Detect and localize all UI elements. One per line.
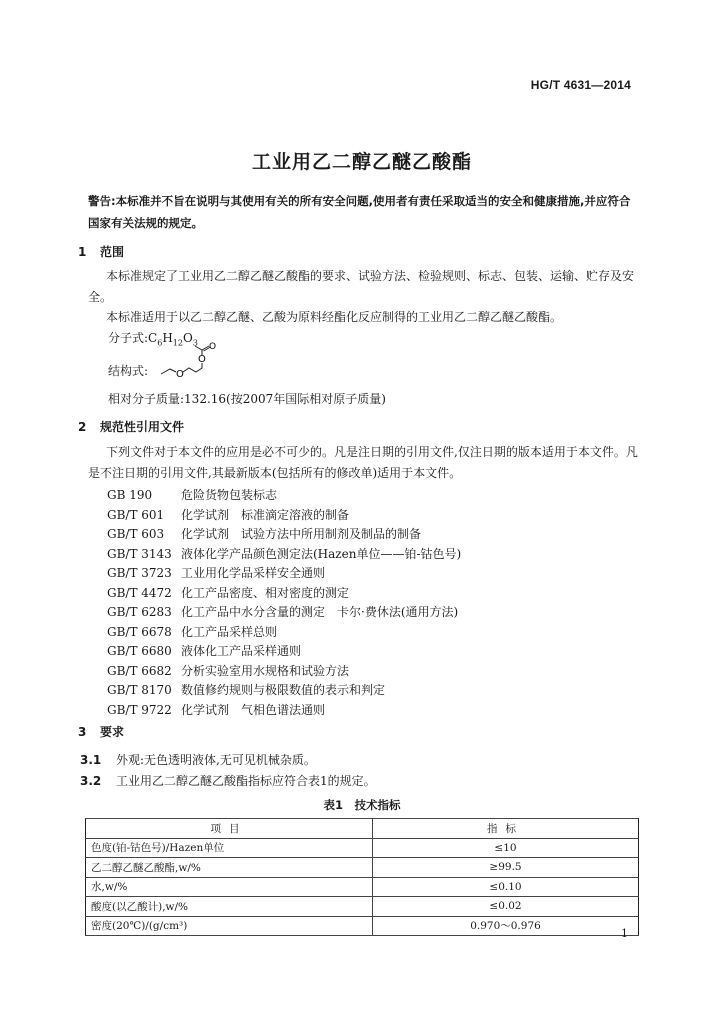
reference-title: 化工产品中水分含量的测定 卡尔·费休法(通用方法) [181,605,459,619]
table-row [86,897,639,917]
column-header-value: 指标 [373,819,639,839]
reference-title: 化学试剂 气相色谱法通则 [181,702,326,717]
warning-paragraph: 警告:本标准并不旨在说明与其使用有关的所有安全问题,使用者有责任采取适当的安全和健康措施,并应符合国家有关法规的规定。 [88,194,631,230]
item-cell: 酸度(以乙酸计),w/% [86,897,373,917]
item-cell: 水,w/% [86,877,373,897]
table-caption: 表1 技术指标 [323,798,401,812]
reference-item [107,525,461,545]
item-cell: 色度(铂-钴色号)/Hazen单位 [86,838,373,858]
section-number: 3 [78,725,87,739]
references-intro: 下列文件对于本文件的应用是必不可少的。凡是注日期的引用文件,仅注日期的版本适用于本文件。凡是不注日期的引用文件,其最新版本(包括所有的修改单)适用于本文件。 [88,445,638,480]
table-row [86,916,639,936]
reference-item [107,545,461,565]
value-cell: ≤0.02 [373,897,639,917]
reference-title: 化工产品密度、相对密度的测定 [181,585,350,600]
reference-item [107,681,461,701]
reference-title: 工业用化学品采样安全通则 [181,566,326,580]
reference-title: 化学试剂 试验方法中所用制剂及制品的制备 [181,527,422,541]
reference-title: 液体化工产品采样通则 [181,644,302,658]
formula-label: 分子式: [108,331,149,345]
reference-title: 化学试剂 标准滴定溶液的制备 [181,507,350,522]
structure-atom-oxygen: O [176,369,184,380]
item-cell: 乙二醇乙醚乙酸酯,w/% [86,858,373,878]
reference-item [107,564,461,584]
reference-code: GB/T 3143 [107,546,172,561]
structural-formula [158,341,218,385]
item-cell: 密度(20℃)/(g/cm³) [86,916,373,936]
reference-code: GB 190 [107,488,153,502]
formula-o-count: 3 [192,338,198,348]
references-list [107,486,461,720]
section-2-heading [78,418,184,435]
technical-indicators-table [85,818,639,936]
requirement-3-1 [80,751,316,768]
reference-code: GB/T 3723 [107,566,172,580]
table-row [86,877,639,897]
reference-title: 液体化学产品颜色测定法(Hazen单位——铂-钴色号) [181,546,462,561]
formula-c: C [148,331,158,345]
clause-text: 外观:无色透明液体,无可见机械杂质。 [116,753,316,767]
reference-code: GB/T 603 [107,527,165,541]
page-number: 1 [621,927,628,940]
reference-item [107,584,461,604]
reference-code: GB/T 6680 [107,644,172,658]
reference-code: GB/T 6678 [107,624,172,639]
structure-label: 结构式: [108,364,149,378]
molecular-mass: 相对分子质量:132.16(按2007年国际相对原子质量) [108,392,386,406]
reference-item [107,623,461,643]
section-title: 范围 [100,245,125,259]
reference-code: GB/T 8170 [107,683,172,697]
table-row [86,838,639,858]
value-cell: ≤10 [373,838,639,858]
reference-code: GB/T 9722 [107,702,172,717]
formula-h-count: 12 [172,338,183,348]
reference-item [107,701,461,721]
table-header-row [86,819,639,839]
formula-c-count: 6 [157,338,163,348]
reference-code: GB/T 601 [107,507,165,522]
value-cell: ≥99.5 [373,858,639,878]
standard-number: HG/T 4631—2014 [530,78,631,92]
reference-code: GB/T 6682 [107,663,172,678]
reference-code: GB/T 6283 [107,605,172,619]
value-cell: ≤0.10 [373,877,639,897]
formula-o: O [182,331,193,345]
formula-h: H [162,331,173,345]
reference-item [107,662,461,682]
clause-number: 3.1 [80,753,102,767]
clause-text: 工业用乙二醇乙醚乙酸酯指标应符合表1的规定。 [116,774,376,788]
reference-item [107,486,461,506]
value-cell: 0.970～0.976 [373,916,639,936]
section-title: 规范性引用文件 [100,420,185,434]
section-number: 2 [78,420,87,434]
section-title: 要求 [100,725,125,739]
column-header-item: 项目 [86,819,373,839]
reference-title: 分析实验室用水规格和试验方法 [181,663,350,678]
reference-item [107,603,461,623]
reference-title: 危险货物包装标志 [181,488,278,502]
reference-item [107,642,461,662]
document-title: 工业用乙二醇乙醚乙酸酯 [251,151,472,173]
reference-item [107,506,461,526]
section-number: 1 [78,245,87,259]
reference-title: 化工产品采样总则 [181,624,278,639]
scope-paragraph-2: 本标准适用于以乙二醇乙醚、乙酸为原料经酯化反应制得的工业用乙二醇乙醚乙酸酯。 [106,310,563,324]
structure-atom-oxygen: O [209,342,217,352]
reference-code: GB/T 4472 [107,585,172,600]
reference-title: 数值修约规则与极限数值的表示和判定 [181,683,386,697]
scope-paragraph-1: 本标准规定了工业用乙二醇乙醚乙酸酯的要求、试验方法、检验规则、标志、包装、运输、贮存及安全。 [88,269,635,304]
clause-number: 3.2 [80,774,102,788]
requirement-3-2 [80,772,376,789]
table-row [86,858,639,878]
section-1-heading [78,243,124,260]
structure-atom-oxygen: O [198,354,206,365]
section-3-heading [78,723,124,740]
